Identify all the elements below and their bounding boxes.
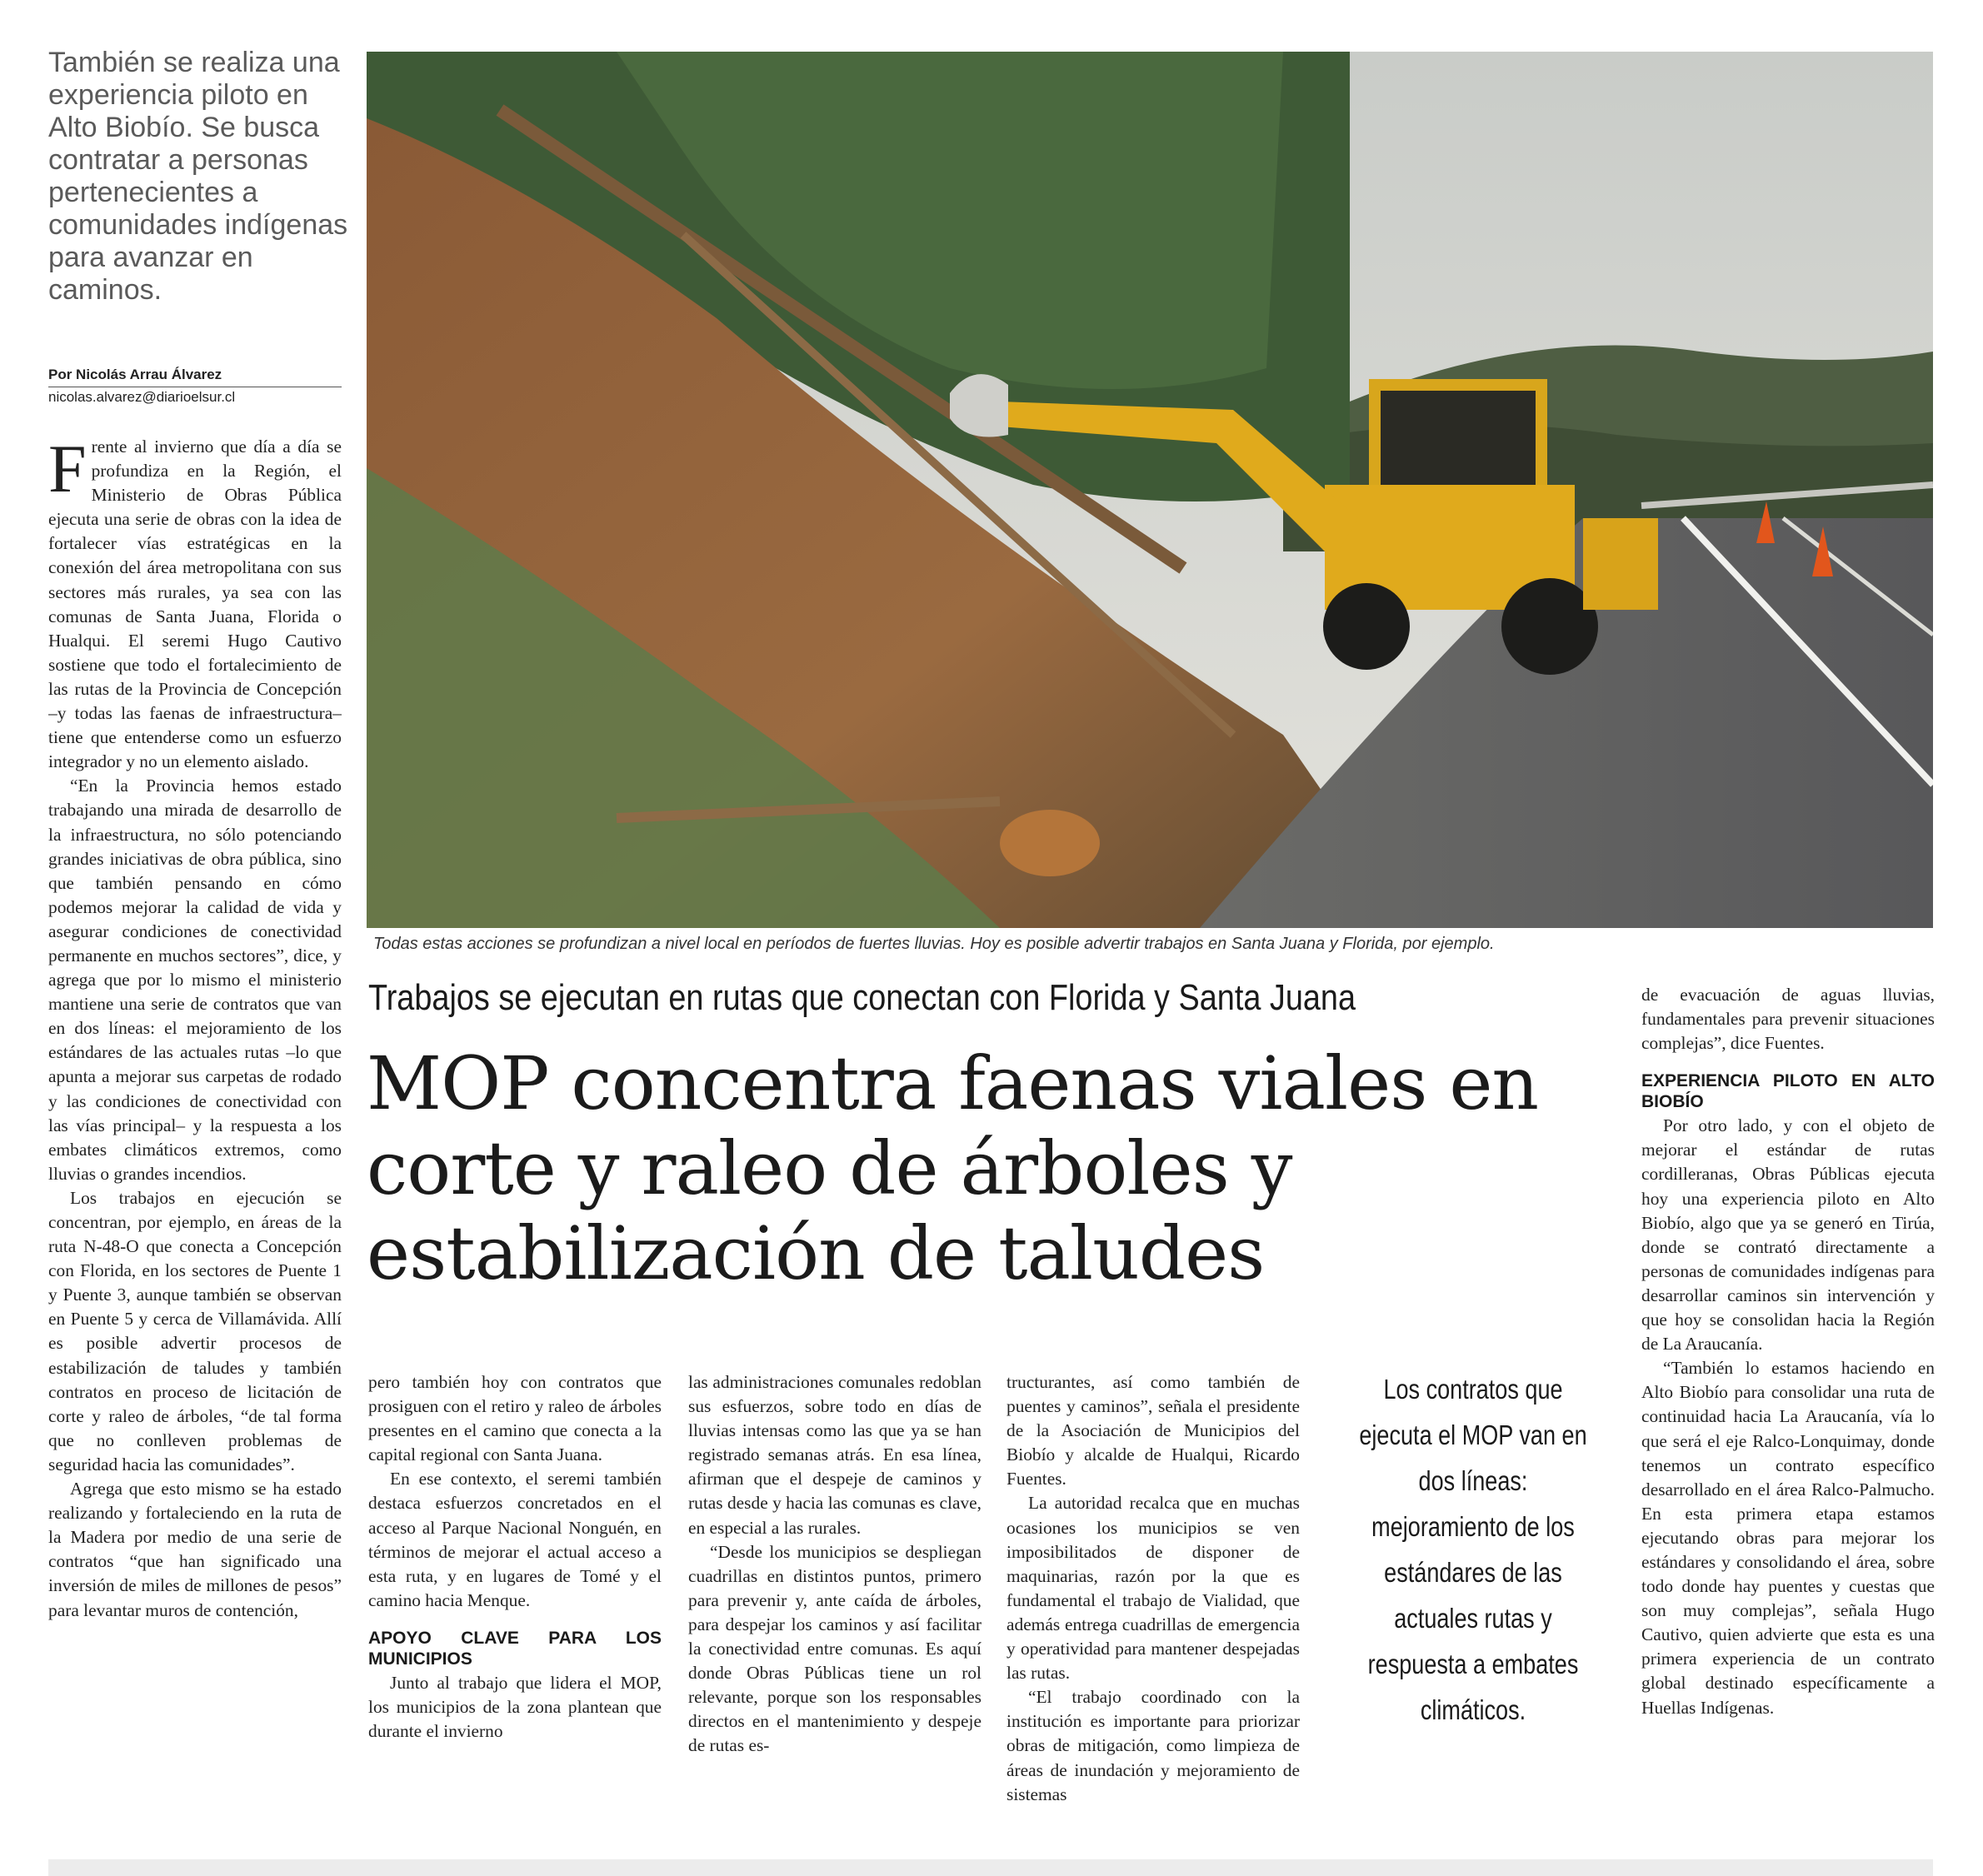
- paragraph: Junto al trabajo que lidera el MOP, los municipios de la zona plantean que durante el invierno: [368, 1672, 662, 1742]
- article-column-4: [1006, 1370, 1300, 1812]
- paragraph: rente al invierno que día a día se profundiza en la Región, el Ministerio de Obras Pública ejecuta una serie de obras con la idea de fortalecer vías estratégicas en la conexión del área metropolitana con sus sectores más rurales, ya sea con las comunas de Santa Juana, Florida o Hualqui. El seremi Hugo Cautivo sostiene que todo el fortalecimiento de las rutas de la Provincia de Concepción –y todas las faenas de infraestructura– tiene que entenderse como un esfuerzo integrador y no un elemento aislado.: [48, 437, 342, 772]
- paragraph: La autoridad recalca que en muchas ocasiones los municipios se ven imposibilitados de disponer de maquinarias, razón por la que es fundamental el trabajo de Vialidad, que además entrega cuadrillas de emergencia y operatividad para mantener despejadas las rutas.: [1006, 1493, 1300, 1684]
- paragraph: Por otro lado, y con el objeto de mejorar el estándar de rutas cordilleranas, Obras Públicas ejecuta hoy una experiencia piloto en Alto Biobío, algo que ya se generó en Tirúa, donde se contrató directamente a personas de comunidades indígenas para desarrollar caminos sin intervención y que hoy se consolidan hacia la Región de La Araucanía.: [1641, 1115, 1935, 1355]
- paragraph: las administraciones comunales redoblan sus esfuerzos, sobre todo en días de lluvias intensas como las que ya se han registrado semanas atrás. En esa línea, afirman que el despeje de caminos y rutas desde y hacia las comunas es clave, en especial a las rurales.: [688, 1372, 982, 1538]
- article-column-1: [48, 435, 342, 1809]
- article-column-2: [368, 1370, 662, 1812]
- drop-cap: F: [48, 435, 87, 506]
- paragraph: Los trabajos en ejecución se concentran, por ejemplo, en áreas de la ruta N-48-O que conecta a Concepción con Florida, en los sectores de Puente 1 y Puente 3, aunque también se observan en Puente 5 y cerca de Villamávida. Allí es posible advertir procesos de estabilización de taludes y también contratos en proceso de licitación de corte y raleo de árboles, “de tal forma que no conlleven problemas de seguridad hacia las comunidades”.: [48, 1187, 342, 1474]
- headline: MOP concentra faenas viales en corte y raleo de árboles y estabilización de taludes: [367, 1040, 1539, 1296]
- byline: [48, 365, 342, 407]
- paragraph: “También lo estamos haciendo en Alto Biobío para consolidar una ruta de continuidad hacia La Araucanía, vía lo que será el eje Ralco-Lonquimay, donde tenemos un contrato específico desarrollado en el área Ralco-Palmucho. En esta primera etapa estamos ejecutando obras para mejorar los estándares y consolidando el área, sobre todo donde hay puentes y cuestas que son muy complejas”, señala Hugo Cautivo, quien advierte que esta es una primera experiencia de un contrato global destinado específicamente a Huellas Indígenas.: [1641, 1358, 1935, 1718]
- pull-quote: Los contratos que ejecuta el MOP van en dos líneas: mejoramiento de los estándares de las actuales rutas y respuesta a embates climáticos.: [1359, 1374, 1587, 1725]
- paragraph: En ese contexto, el seremi también destaca esfuerzos concretados en el acceso al Parque Nacional Nonguén, en términos de mejorar el actual acceso a esta ruta, y en lugares de Tomé y el camino hacia Menque.: [368, 1469, 662, 1610]
- footer-bar: [48, 1859, 1933, 1876]
- subheading: EXPERIENCIA PILOTO EN ALTO BIOBÍO: [1641, 1071, 1935, 1112]
- author-email[interactable]: nicolas.alvarez@diarioelsur.cl: [48, 389, 236, 405]
- article-photo: [367, 52, 1933, 928]
- paragraph: Agrega que esto mismo se ha estado realizando y fortaleciendo en la ruta de la Madera por medio de una serie de contratos “que han significado una inversión de miles de millones de pesos” para levantar muros de contención,: [48, 1479, 342, 1620]
- article-lede: También se realiza una experiencia piloto en Alto Biobío. Se busca contratar a personas pertenecientes a comunidades indígenas para avanzar en caminos.: [48, 47, 348, 306]
- paragraph: de evacuación de aguas lluvias, fundamentales para prevenir situaciones complejas”, dice Fuentes.: [1641, 985, 1935, 1054]
- kicker: Trabajos se ejecutan en rutas que conectan con Florida y Santa Juana: [368, 977, 1356, 1018]
- paragraph: tructurantes, así como también de puentes y caminos”, señala el presidente de la Asociación de Municipios del Biobío y alcalde de Hualqui, Ricardo Fuentes.: [1006, 1372, 1300, 1489]
- paragraph: pero también hoy con contratos que prosiguen con el retiro y raleo de árboles presentes en el camino que conecta a la capital regional con Santa Juana.: [368, 1372, 662, 1465]
- roadside-excavator-image: [367, 52, 1933, 928]
- subheading: APOYO CLAVE PARA LOS MUNICIPIOS: [368, 1628, 662, 1669]
- photo-caption: Todas estas acciones se profundizan a nivel local en períodos de fuertes lluvias. Hoy es posible advertir trabajos en Santa Juana y Florida, por ejemplo.: [373, 935, 1495, 953]
- article-column-5: [1641, 983, 1935, 1812]
- article-column-3: [688, 1370, 982, 1812]
- paragraph: “El trabajo coordinado con la institución es importante para priorizar obras de mitigación, como limpieza de áreas de inundación y mejoramiento de sistemas: [1006, 1687, 1300, 1804]
- author-name: Por Nicolás Arrau Álvarez: [48, 365, 342, 387]
- paragraph: “Desde los municipios se despliegan cuadrillas en distintos puntos, primero para prevenir y, ante caída de árboles, para despejar los caminos y así facilitar la conectividad entre comunas. Es aquí donde Obras Públicas tiene un rol relevante, porque son los responsables directos en el mantenimiento y despeje de rutas es-: [688, 1541, 982, 1756]
- paragraph: “En la Provincia hemos estado trabajando una mirada de desarrollo de la infraestructura, no sólo potenciando grandes iniciativas de obra pública, sino que también pensando en cómo podemos mejorar la calidad de vida y asegurar condiciones de conectividad permanente en muchos sectores”, dice, y agrega que por lo mismo el ministerio mantiene una serie de contratos que van en dos líneas: el mejoramiento de los estándares de las actuales rutas –lo que apunta a mejorar sus carpetas de rodado y las condiciones de conectividad con las vías principal– y la respuesta a los embates climáticos extremos, como lluvias o grandes incendios.: [48, 776, 342, 1184]
